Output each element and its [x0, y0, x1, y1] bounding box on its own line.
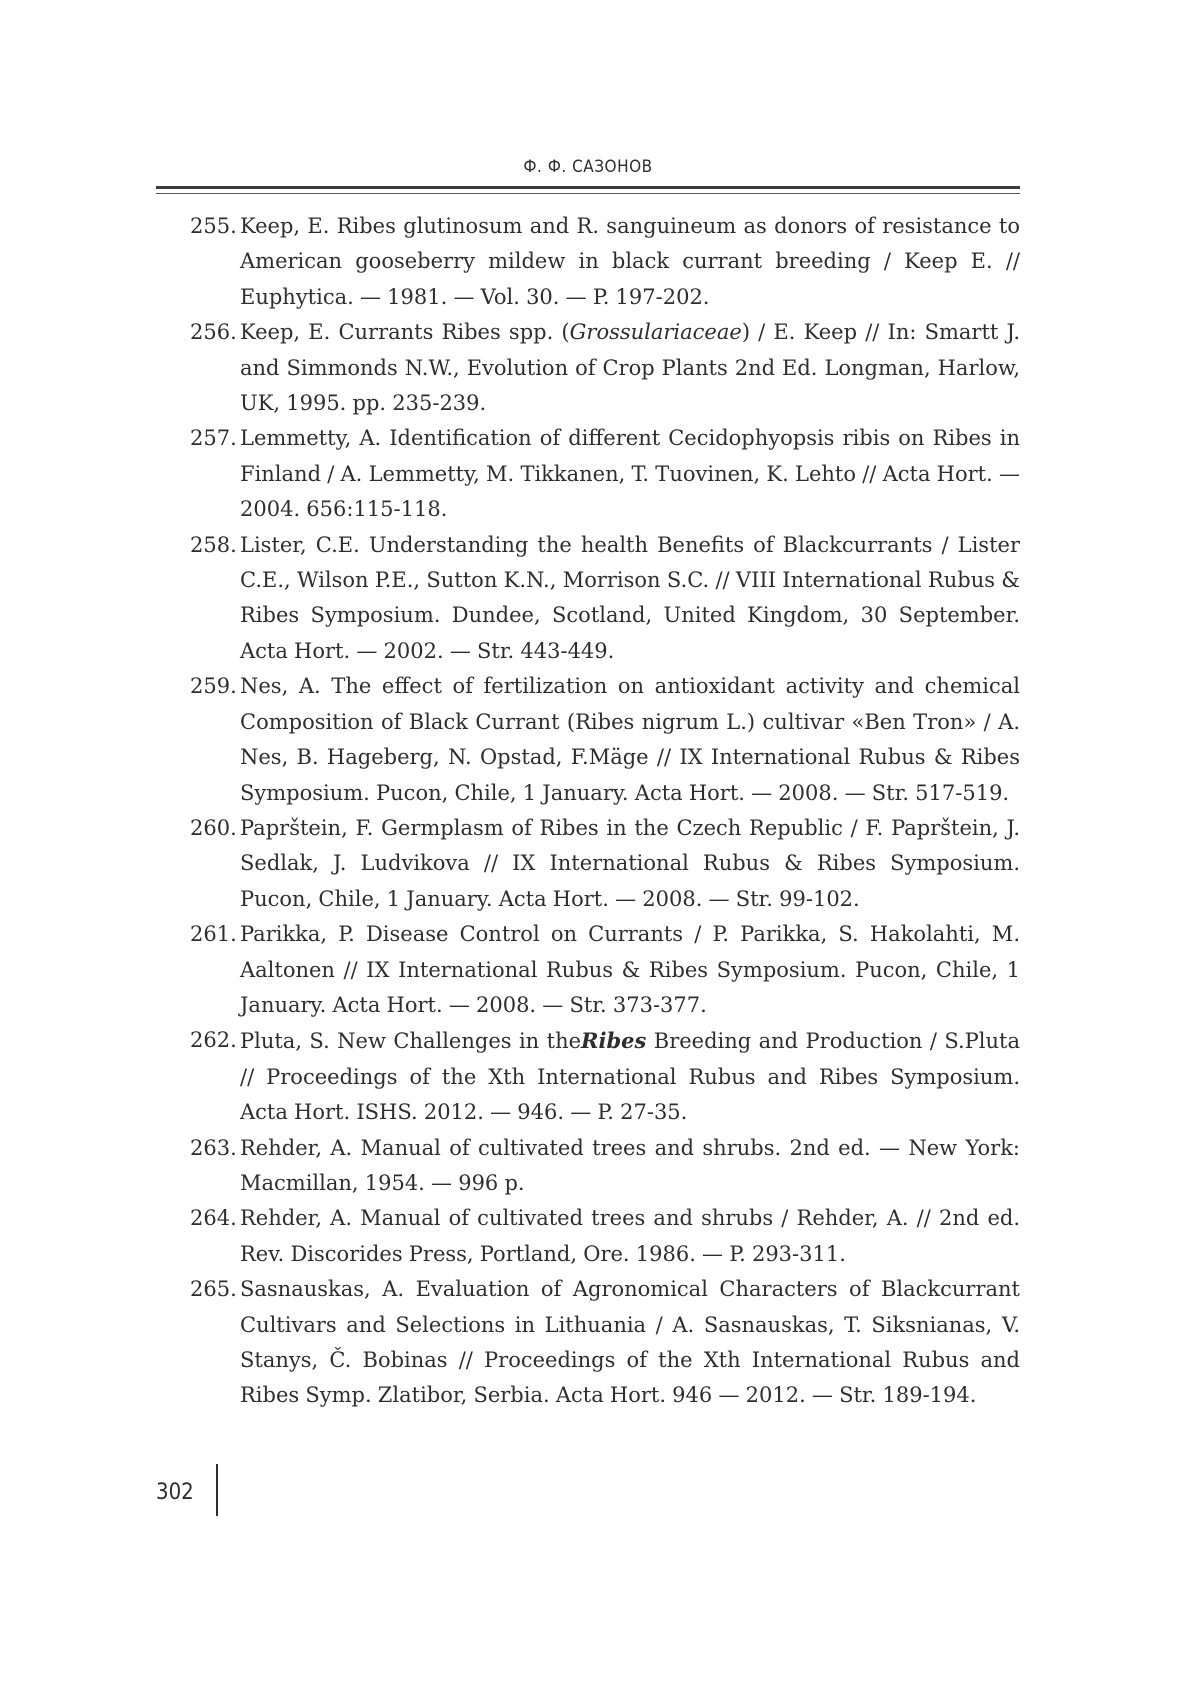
reference-text-part: Parikka, P. Disease Control on Currants / P. Parikka, S. Hakolahti, M. Aaltonen // IX International Rubus & Ribes Symposium. Pucon, Chile, 1 January. Acta Hort. — 2008. — Str. 373-377. [240, 922, 1020, 1017]
reference-item-263 [190, 1131, 1020, 1202]
reference-number: 263. [190, 1135, 237, 1160]
reference-text [240, 1201, 1020, 1272]
reference-text [240, 1272, 1020, 1414]
reference-text-italic: Grossulariaceae [569, 320, 742, 345]
reference-number: 265. [190, 1277, 237, 1302]
reference-text-part: ) / E. Keep // In: Smartt J. and Simmonds N.W., Evolution of Crop Plants 2nd Ed. Longman, Harlow, UK, 1995. pp. 235-239. [240, 320, 1020, 416]
reference-text-bold-italic: Ribes [581, 1028, 647, 1054]
reference-text [240, 1131, 1020, 1202]
reference-text-part: Rehder, A. Manual of cultivated trees and shrubs. 2nd ed. — New York: Macmillan, 1954. — 996 p. [240, 1135, 1020, 1195]
reference-item-261 [190, 917, 1020, 1023]
reference-text [240, 528, 1020, 670]
reference-number: 256. [190, 320, 237, 345]
reference-text [240, 811, 1020, 917]
reference-text [240, 315, 1020, 421]
reference-text-part: Nes, A. The effect of fertilization on antioxidant activity and chemical Composition of Black Currant (Ribes nigrum L.) cultivar «Ben Tron» / A. Nes, B. Hageberg, N. Opstad, F.Mäge // IX International Rubus & Ribes Symposium. Pucon, Chile, 1 January. Acta Hort. — 2008. — Str. 517-519. [240, 674, 1020, 805]
header-rule-thin [156, 193, 1020, 194]
reference-item-255 [190, 209, 1020, 315]
reference-number: 260. [190, 815, 237, 840]
reference-item-258 [190, 528, 1020, 670]
reference-number: 259. [190, 674, 237, 699]
page-number: 302 [156, 1480, 194, 1505]
reference-item-259 [190, 669, 1020, 811]
reference-text-part: Pluta, S. New Challenges in the [240, 1029, 582, 1054]
reference-item-265 [190, 1272, 1020, 1414]
reference-text-part: Lister, C.E. Understanding the health Benefits of Blackcurrants / Lister C.E., Wilson P.E., Sutton K.N., Morrison S.C. // VIII International Rubus & Ribes Symposium. Dundee, Scotland, United Kingdom, 30 September. Acta Hort. — 2002. — Str. 443-449. [240, 532, 1020, 663]
reference-number: 262. [190, 1028, 237, 1053]
reference-text-part: Lemmetty, A. Identification of different Cecidophyopsis ribis on Ribes in Finland / A. Lemmetty, M. Tikkanen, T. Tuovinen, K. Lehto // Acta Hort. — 2004. 656:115-118. [240, 426, 1020, 522]
reference-text-part: Paprštein, F. Germplasm of Ribes in the Czech Republic / F. Paprštein, J. Sedlak, J. Ludvikova // IX International Rubus & Ribes Symposium. Pucon, Chile, 1 January. Acta Hort. — 2008. — Str. 99-102. [240, 815, 1020, 911]
reference-text-part: Keep, E. Ribes glutinosum and R. sanguineum as donors of resistance to American gooseberry mildew in black currant breeding / Keep E. // Euphytica. — 1981. — Vol. 30. — P. 197-202. [240, 214, 1020, 309]
reference-text [240, 209, 1020, 315]
reference-item-256 [190, 315, 1020, 421]
reference-number: 264. [190, 1206, 237, 1231]
reference-item-257 [190, 421, 1020, 527]
reference-item-262 [190, 1023, 1020, 1130]
reference-text [240, 421, 1020, 527]
page-number-rule [216, 1464, 218, 1516]
reference-list [190, 209, 1020, 1414]
reference-text-part: Rehder, A. Manual of cultivated trees and shrubs / Rehder, A. // 2nd ed. Rev. Discorides Press, Portland, Ore. 1986. — P. 293-311. [240, 1206, 1020, 1266]
reference-item-264 [190, 1201, 1020, 1272]
reference-text-part: Keep, E. Currants Ribes spp. ( [240, 320, 570, 345]
reference-number: 261. [190, 922, 237, 947]
reference-text [240, 1023, 1020, 1130]
reference-text-part: Sasnauskas, A. Evaluation of Agronomical Characters of Blackcurrant Cultivars and Selections in Lithuania / A. Sasnauskas, T. Siksnianas, V. Stanys, Č. Bobinas // Proceedings of the Xth International Rubus and Ribes Symp. Zlatibor, Serbia. Acta Hort. 946 — 2012. — Str. 189-194. [240, 1277, 1020, 1408]
reference-number: 257. [190, 426, 237, 451]
reference-text [240, 917, 1020, 1023]
reference-number: 255. [190, 214, 237, 238]
reference-number: 258. [190, 532, 237, 557]
reference-text-part: Breeding and Production / S.Pluta // Proceedings of the Xth International Rubus and Ribes Symposium. Acta Hort. ISHS. 2012. — 946. — P. 27-35. [240, 1029, 1020, 1125]
header-rule-thick [156, 186, 1020, 189]
reference-item-260 [190, 811, 1020, 917]
running-header-author: Ф. Ф. САЗОНОВ [523, 157, 653, 177]
reference-text [240, 669, 1020, 811]
